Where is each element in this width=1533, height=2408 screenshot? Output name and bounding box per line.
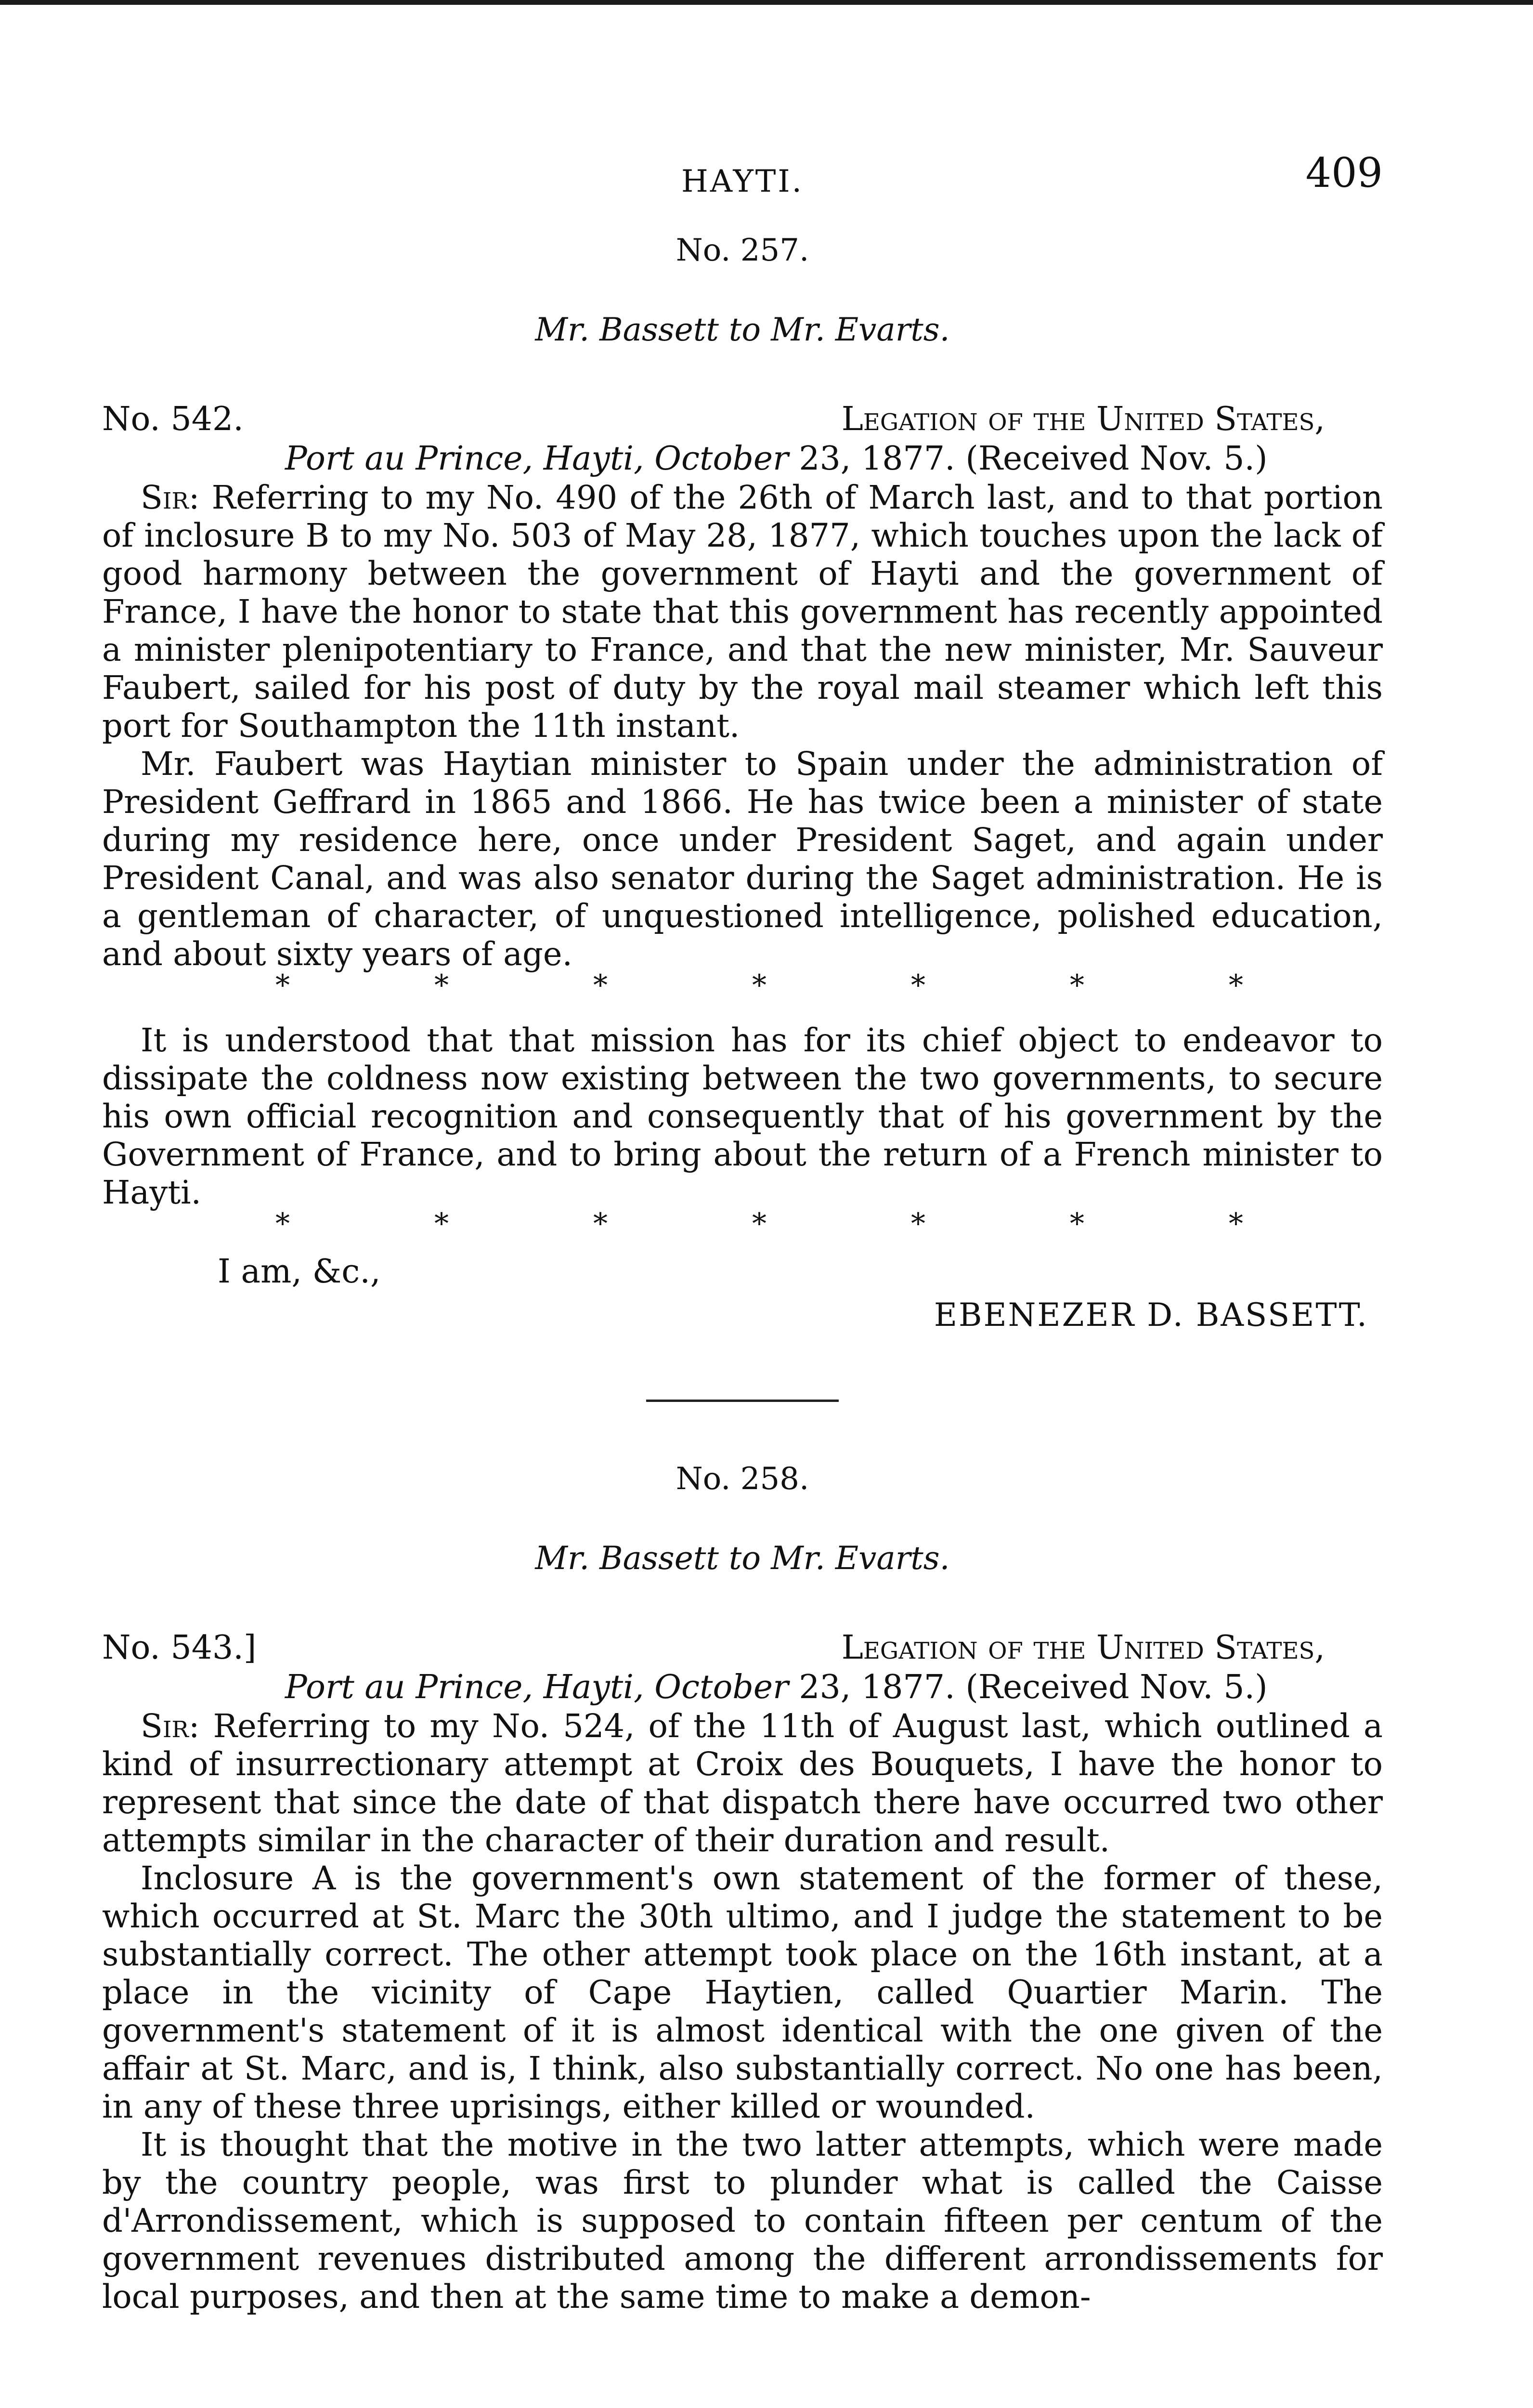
- document-number: No. 258.: [676, 1461, 809, 1497]
- received-note: (Received Nov. 5.): [965, 440, 1268, 478]
- star: *: [275, 968, 290, 1002]
- page: [102, 149, 1383, 2316]
- dispatch-heading: [102, 1628, 1383, 1668]
- signature: EBENEZER D. BASSETT.: [934, 1296, 1368, 1334]
- paragraph: [102, 479, 1383, 745]
- paragraph: It is understood that that mission has for its chief object to endeavor to dissipate the coldness now existing between the two governments, to secure his own official recognition and consequently that of his government by the Government of France, and to bring about the return of a French minister to Hayti.: [102, 1021, 1383, 1211]
- paragraph-text: Referring to my No. 524, of the 11th of August last, which outlined a kind of insurrectionary attempt at Croix des Bouquets, I have the honor to represent that since the date of that dispatch there have occurred two other attempts similar in the character of their duration and result.: [102, 1707, 1383, 1859]
- ellipsis-stars: [102, 1207, 1383, 1241]
- date-month: October: [654, 440, 789, 478]
- star: *: [911, 1207, 925, 1241]
- star: *: [911, 968, 925, 1002]
- dispatch-number: No. 543.]: [102, 1629, 257, 1667]
- star: *: [752, 1207, 766, 1241]
- legation-name: Legation of the United States,: [841, 400, 1325, 438]
- document-title: Mr. Bassett to Mr. Evarts.: [535, 311, 950, 348]
- place: Port au Prince, Hayti,: [285, 440, 644, 478]
- ellipsis-stars: [102, 968, 1383, 1002]
- place-date-line: [102, 1668, 1383, 1707]
- star: *: [275, 1207, 290, 1241]
- dispatch-number: No. 542.: [102, 400, 244, 438]
- star: *: [434, 1207, 449, 1241]
- paragraph: Mr. Faubert was Haytian minister to Spain under the administration of President Geffrard in 1865 and 1866. He has twice been a minister of state during my residence here, once under President Saget, and again under President Canal, and was also senator during the Saget administration. He is a gentleman of character, of unquestioned intelligence, polished education, and about sixty years of age.: [102, 745, 1383, 973]
- running-head: HAYTI.: [681, 164, 804, 199]
- page-header: [102, 149, 1383, 217]
- star: *: [1070, 968, 1084, 1002]
- date-rest: 23, 1877.: [788, 440, 955, 478]
- legation-name: Legation of the United States,: [841, 1629, 1325, 1667]
- paragraph-text: Referring to my No. 490 of the 26th of March last, and to that portion of inclosure B to my No. 503 of May 28, 1877, which touches upon the lack of good harmony between the government of Hayti and the government of France, I have the honor to state that this government has recently appointed a minister plenipotentiary to France, and that the new minister, Mr. Sauveur Faubert, sailed for his post of duty by the royal mail steamer which left this port for Southampton the 11th instant.: [102, 479, 1383, 745]
- paragraph: Inclosure A is the government's own statement of the former of these, which occurred at St. Marc the 30th ultimo, and I judge the statement to be substantially correct. The other attempt took place on the 16th instant, at a place in the vicinity of Cape Haytien, called Quartier Marin. The government's statement of it is almost identical with the one given of the affair at St. Marc, and is, I think, also substantially correct. No one has been, in any of these three uprisings, either killed or wounded.: [102, 1859, 1383, 2125]
- star: *: [752, 968, 766, 1002]
- dispatch-heading: [102, 400, 1383, 439]
- star: *: [434, 968, 449, 1002]
- document-title: Mr. Bassett to Mr. Evarts.: [535, 1540, 950, 1577]
- star: *: [1229, 968, 1243, 1002]
- document-number: No. 257.: [676, 233, 809, 268]
- place-date-line: [102, 439, 1383, 479]
- star: *: [593, 1207, 608, 1241]
- closing: I am, &c.,: [218, 1253, 381, 1291]
- star: *: [1070, 1207, 1084, 1241]
- salutation: Sir:: [141, 479, 200, 516]
- star: *: [1229, 1207, 1243, 1241]
- received-note: (Received Nov. 5.): [965, 1668, 1268, 1706]
- place: Port au Prince, Hayti,: [285, 1668, 644, 1706]
- top-border: [0, 0, 1533, 5]
- salutation: Sir:: [141, 1707, 200, 1745]
- paragraph: [102, 1707, 1383, 1859]
- date-rest: 23, 1877.: [788, 1668, 955, 1706]
- paragraph: It is thought that the motive in the two latter attempts, which were made by the country people, was first to plunder what is called the Caisse d'Arrondissement, which is supposed to contain fifteen per centum of the government revenues distributed among the different arrondissements for local purposes, and then at the same time to make a demon-: [102, 2126, 1383, 2316]
- date-month: October: [654, 1668, 789, 1706]
- page-number: 409: [1305, 149, 1383, 196]
- star: *: [593, 968, 608, 1002]
